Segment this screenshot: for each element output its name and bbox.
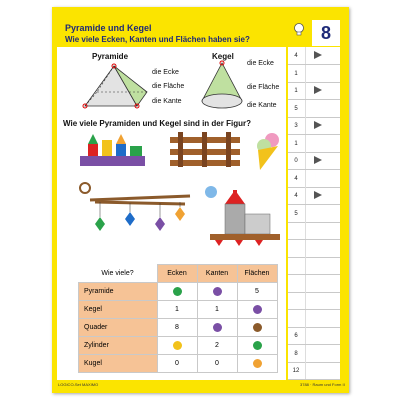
row-label: Pyramide	[79, 283, 158, 301]
answer-dot-cell	[197, 283, 237, 301]
cell-divider	[305, 327, 306, 344]
cell-divider	[305, 222, 306, 239]
cell-divider	[305, 345, 306, 362]
color-dot-icon	[253, 305, 262, 314]
cell-divider	[305, 117, 306, 134]
answer-dot-cell	[237, 301, 277, 319]
church-illustration	[205, 180, 285, 250]
mobile-illustration	[75, 182, 195, 242]
cone-label-ecke: die Ecke	[247, 60, 274, 67]
ice-cream-illustration	[252, 132, 287, 172]
answer-dot-cell	[157, 283, 197, 301]
cell-divider	[305, 240, 306, 257]
cell-divider	[305, 100, 306, 117]
fence-illustration	[170, 132, 240, 167]
answer-number-cell: 1	[157, 301, 197, 319]
cell-divider	[305, 187, 306, 204]
answer-number-cell: 1	[197, 301, 237, 319]
lightbulb-icon	[293, 23, 305, 37]
color-dot-icon	[253, 341, 262, 350]
page-number: 8	[312, 20, 340, 46]
flag-icon	[314, 191, 322, 199]
table-row	[79, 337, 278, 355]
cell-divider	[305, 275, 306, 292]
pyramid-label-ecke: die Ecke	[152, 69, 179, 76]
answer-cell	[288, 327, 340, 345]
count-table	[78, 264, 278, 373]
answer-cell	[288, 275, 340, 293]
color-dot-icon	[253, 323, 262, 332]
answer-cell	[288, 82, 340, 100]
cell-divider	[305, 205, 306, 222]
answer-number-cell: 0	[157, 355, 197, 373]
answer-cell	[288, 345, 340, 363]
row-label: Zylinder	[79, 337, 158, 355]
pyramid-label-flaeche: die Fläche	[152, 83, 185, 90]
row-label: Kugel	[79, 355, 158, 373]
answer-cell	[288, 100, 340, 118]
answer-dot-cell	[237, 337, 277, 355]
pyramid-heading: Pyramide	[92, 52, 129, 61]
row-label: Quader	[79, 319, 158, 337]
cell-divider	[305, 292, 306, 309]
answer-number: 4	[294, 53, 298, 59]
header-flaechen: Flächen	[237, 265, 277, 283]
row-label: Kegel	[79, 301, 158, 319]
table-row	[79, 355, 278, 373]
answer-number: 12	[292, 368, 300, 374]
cone-drawing	[197, 59, 247, 114]
table-row	[79, 283, 278, 301]
cell-divider	[305, 82, 306, 99]
table-question: Wie viele?	[79, 265, 158, 283]
table-row	[79, 301, 278, 319]
answer-number-cell: 8	[157, 319, 197, 337]
pyramid-label-kante: die Kante	[152, 98, 182, 105]
figure-question: Wie viele Pyramiden und Kegel sind in der Figur?	[63, 119, 251, 128]
flag-icon	[314, 51, 322, 59]
answer-cell	[288, 205, 340, 223]
color-dot-icon	[213, 323, 222, 332]
answer-cell	[288, 292, 340, 310]
answer-number: 1	[294, 88, 298, 94]
cell-divider	[305, 310, 306, 327]
answer-number-cell: 2	[197, 337, 237, 355]
answer-number: 4	[294, 175, 298, 182]
table-header-row	[79, 265, 278, 283]
page-subtitle: Wie viele Ecken, Kanten und Flächen haben sie?	[65, 35, 250, 44]
cone-label-kante: die Kante	[247, 102, 277, 109]
footer-left: LOGICO-Set MAXIMO	[58, 382, 99, 387]
color-dot-icon	[173, 287, 182, 296]
answer-number: 1	[294, 140, 298, 147]
answer-number-cell: 5	[237, 283, 277, 301]
answer-number: 8	[294, 350, 298, 357]
answer-number: 1	[294, 70, 298, 77]
answer-cell	[288, 257, 340, 275]
cell-divider	[305, 135, 306, 152]
cone-label-flaeche: die Fläche	[247, 84, 280, 91]
answer-number: 6	[294, 333, 298, 339]
flag-icon	[314, 86, 322, 94]
header-ecken: Ecken	[157, 265, 197, 283]
answer-number-cell: 0	[197, 355, 237, 373]
color-dot-icon	[213, 287, 222, 296]
block-castle-illustration	[80, 132, 145, 167]
cell-divider	[305, 152, 306, 169]
answer-cell	[288, 47, 340, 65]
answer-cell	[288, 310, 340, 328]
answer-number: 0	[294, 158, 298, 164]
answer-column	[288, 47, 340, 380]
cell-divider	[305, 362, 306, 379]
answer-dot-cell	[197, 319, 237, 337]
answer-dot-cell	[157, 337, 197, 355]
table-row	[79, 319, 278, 337]
answer-cell	[288, 222, 340, 240]
page-title: Pyramide und Kegel	[65, 23, 152, 33]
cell-divider	[305, 65, 306, 82]
answer-number: 5	[294, 210, 298, 217]
flag-icon	[314, 156, 322, 164]
answer-cell	[288, 117, 340, 135]
color-dot-icon	[253, 359, 262, 368]
answer-cell	[288, 152, 340, 170]
cell-divider	[305, 47, 306, 64]
color-dot-icon	[173, 341, 182, 350]
answer-cell	[288, 240, 340, 258]
answer-dot-cell	[237, 355, 277, 373]
answer-cell	[288, 362, 340, 380]
cell-divider	[305, 170, 306, 187]
answer-cell	[288, 135, 340, 153]
answer-cell	[288, 187, 340, 205]
answer-cell	[288, 65, 340, 83]
pyramid-drawing	[77, 62, 152, 112]
answer-number: 4	[294, 193, 298, 199]
answer-cell	[288, 170, 340, 188]
cell-divider	[305, 257, 306, 274]
answer-dot-cell	[237, 319, 277, 337]
header-kanten: Kanten	[197, 265, 237, 283]
footer-right: 3788 · Raum und Form II	[300, 382, 345, 387]
answer-number: 3	[294, 123, 298, 129]
answer-number: 5	[294, 105, 298, 112]
cone-heading: Kegel	[212, 52, 234, 61]
flag-icon	[314, 121, 322, 129]
